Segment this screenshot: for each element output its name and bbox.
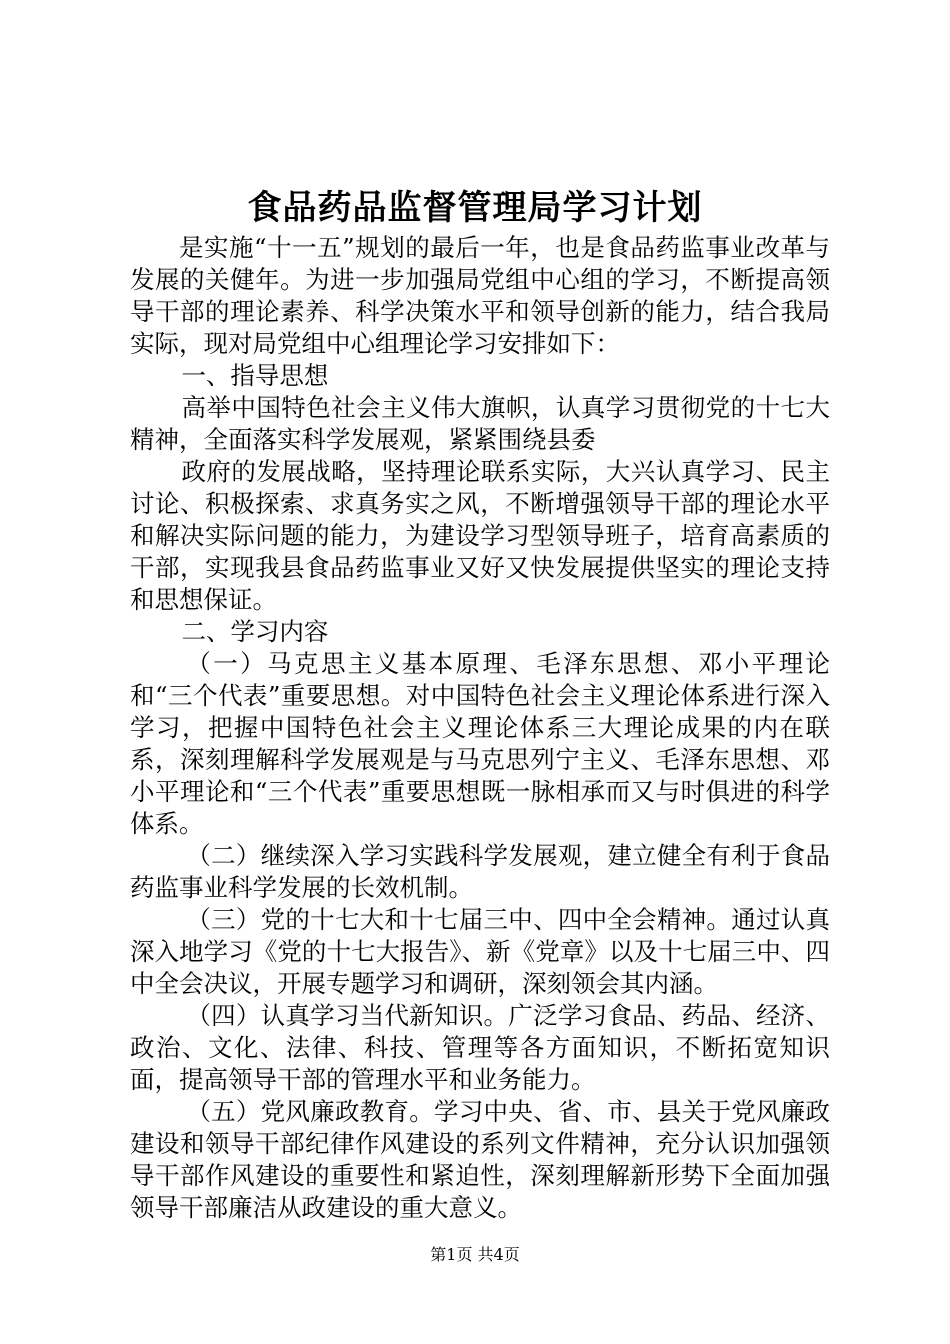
list-item: （三）党的十七大和十七届三中、四中全会精神。通过认真深入地学习《党的十七大报告》、新《党章》以及十七届三中、四中全会决议，开展专题学习和调研，深刻领会其内涵。	[130, 905, 830, 998]
section-heading-guiding-ideology: 一、指导思想	[181, 361, 329, 390]
list-item: （四）认真学习当代新知识。广泛学习食品、药品、经济、政治、文化、法律、科技、管理等各方面知识，不断拓宽知识面，提高领导干部的管理水平和业务能力。	[130, 1001, 830, 1094]
document-body	[130, 232, 830, 1224]
body-paragraph: 政府的发展战略，坚持理论联系实际，大兴认真学习、民主讨论、积极探索、求真务实之风，不断增强领导干部的理论水平和解决实际问题的能力，为建设学习型领导班子，培育高素质的干部，实现我县食品药监事业又好又快发展提供坚实的理论支持和思想保证。	[130, 457, 830, 614]
list-item: （一）马克思主义基本原理、毛泽东思想、邓小平理论和“三个代表”重要思想。对中国特色社会主义理论体系进行深入学习，把握中国特色社会主义理论体系三大理论成果的内在联系，深刻理解科学发展观是与马克思列宁主义、毛泽东思想、邓小平理论和“三个代表”重要思想既一脉相承而又与时俱进的科学体系。	[130, 649, 830, 838]
body-paragraph: 高举中国特色社会主义伟大旗帜，认真学习贯彻党的十七大精神，全面落实科学发展观，紧紧围绕县委	[130, 393, 830, 454]
intro-paragraph: 是实施“十一五”规划的最后一年，也是食品药监事业改革与发展的关健年。为进一步加强局党组中心组的学习，不断提高领导干部的理论素养、科学决策水平和领导创新的能力，结合我局实际，现对局党组中心组理论学习安排如下：	[130, 233, 830, 358]
document-title: 食品药品监督管理局学习计划	[247, 188, 703, 228]
section-heading-study-content: 二、学习内容	[181, 617, 329, 646]
list-item: （五）党风廉政教育。学习中央、省、市、县关于党风廉政建设和领导干部纪律作风建设的系列文件精神，充分认识加强领导干部作风建设的重要性和紧迫性，深刻理解新形势下全面加强领导干部廉洁从政建设的重大意义。	[130, 1097, 830, 1222]
page-number-footer: 第1页 共4页	[430, 1245, 520, 1264]
list-item: （二）继续深入学习实践科学发展观，建立健全有利于食品药监事业科学发展的长效机制。	[130, 841, 830, 902]
